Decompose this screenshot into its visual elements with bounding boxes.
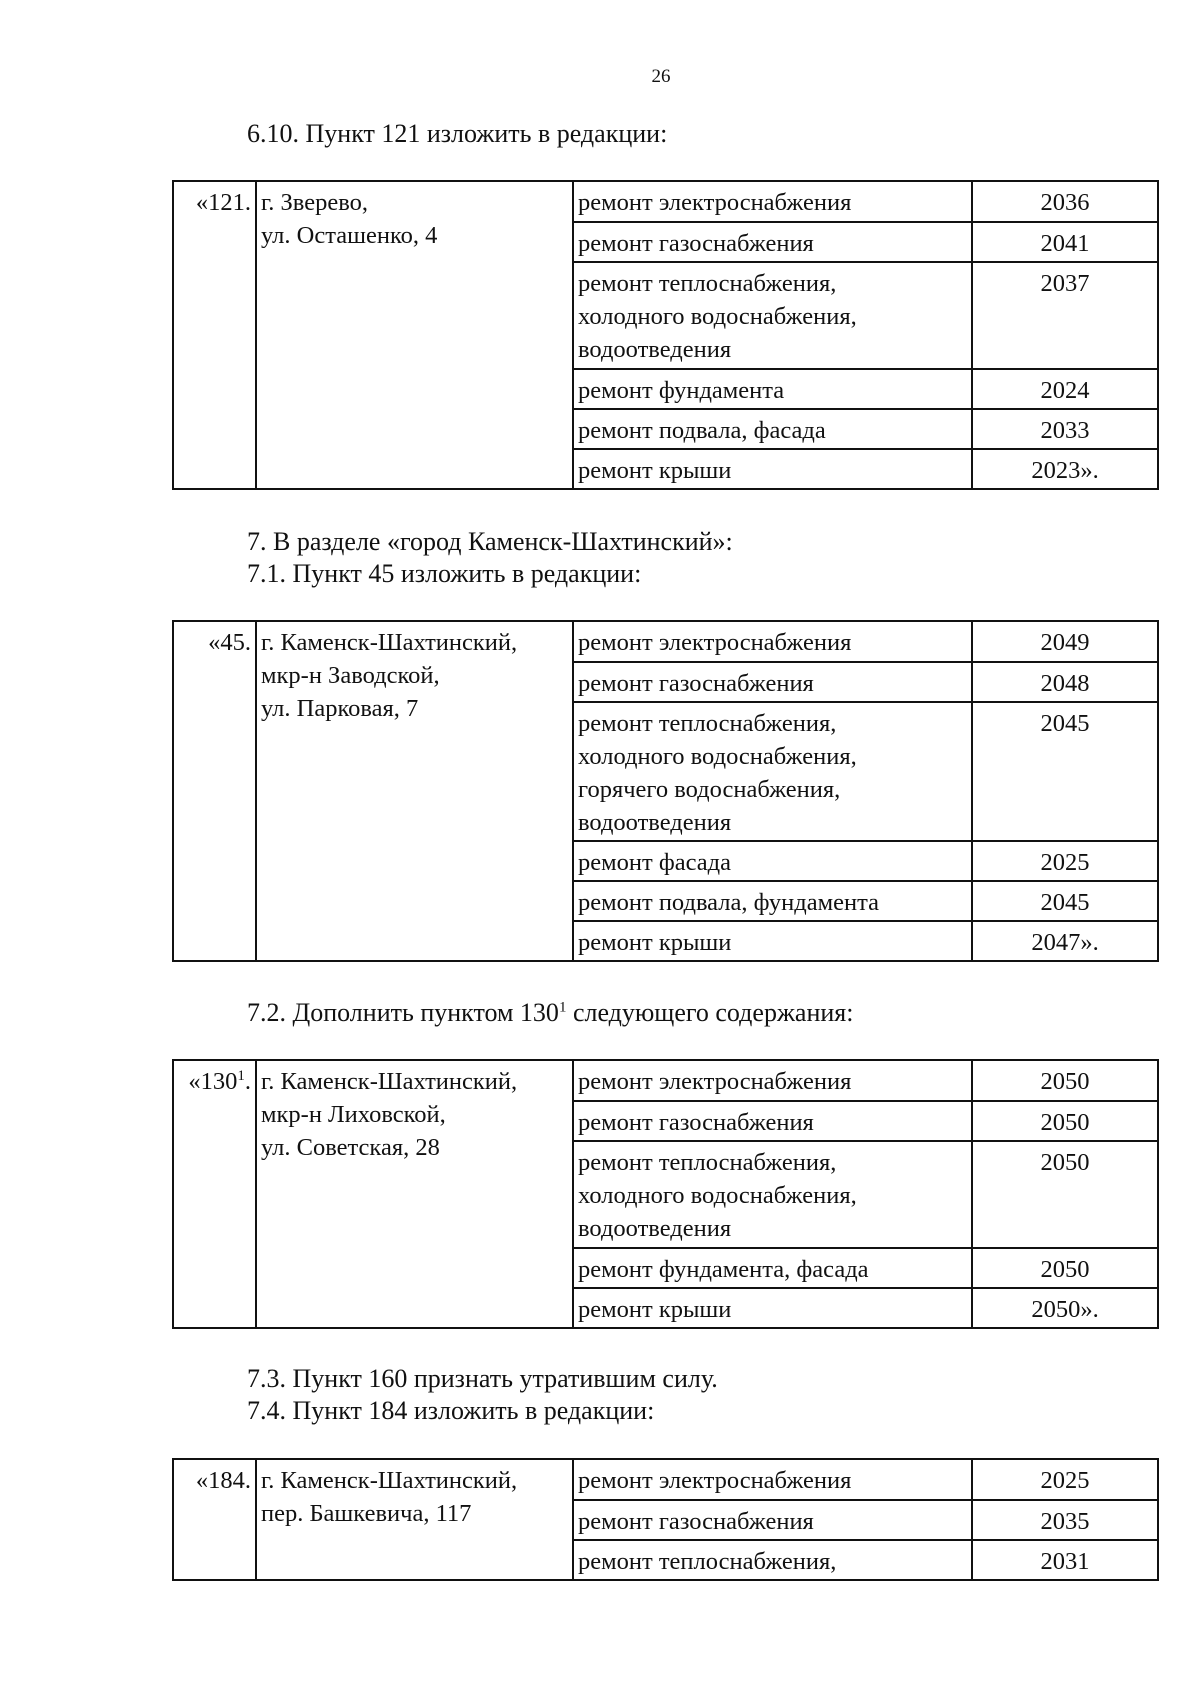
year-cell: 2048 xyxy=(972,662,1158,702)
year-cell: 2036 xyxy=(972,181,1158,222)
work-cell xyxy=(573,1540,972,1580)
work-line: холодного водоснабжения, xyxy=(578,743,857,770)
address-line: ул. Парковая, 7 xyxy=(261,695,419,722)
heading-7-4: 7.4. Пункт 184 изложить в редакции: xyxy=(247,1396,655,1425)
work-cell xyxy=(573,921,972,961)
work-cell xyxy=(573,662,972,702)
year-cell: 2050 xyxy=(972,1141,1158,1248)
superscript: 1 xyxy=(237,1067,245,1084)
item-number: «45. xyxy=(173,621,256,961)
heading-7-3: 7.3. Пункт 160 признать утратившим силу. xyxy=(247,1364,718,1393)
item-number: «121. xyxy=(173,181,256,489)
work-line: ремонт теплоснабжения, xyxy=(578,1149,837,1176)
work-cell xyxy=(573,369,972,409)
work-cell xyxy=(573,881,972,921)
year-cell: 2047». xyxy=(972,921,1158,961)
year-cell: 2024 xyxy=(972,369,1158,409)
item-address xyxy=(256,1060,573,1328)
work-line: ремонт электроснабжения xyxy=(578,629,852,656)
work-line: ремонт крыши xyxy=(578,457,732,484)
work-cell xyxy=(573,702,972,841)
heading-7-1: 7.1. Пункт 45 изложить в редакции: xyxy=(247,559,642,588)
address-line: мкр-н Лиховской, xyxy=(261,1101,446,1128)
year-cell: 2025 xyxy=(972,1459,1158,1500)
work-line: ремонт крыши xyxy=(578,1296,732,1323)
work-cell xyxy=(573,409,972,449)
work-line: ремонт теплоснабжения, xyxy=(578,270,837,297)
address-line: ул. Советская, 28 xyxy=(261,1134,440,1161)
item-address xyxy=(256,621,573,961)
year-cell: 2045 xyxy=(972,702,1158,841)
address-line: пер. Башкевича, 117 xyxy=(261,1500,472,1527)
table-item-130-1 xyxy=(172,1059,1159,1329)
year-cell: 2049 xyxy=(972,621,1158,662)
heading-6-10: 6.10. Пункт 121 изложить в редакции: xyxy=(247,119,668,148)
address-line: г. Каменск-Шахтинский, xyxy=(261,1467,518,1494)
work-line: ремонт газоснабжения xyxy=(578,670,814,697)
work-line: холодного водоснабжения, xyxy=(578,1182,857,1209)
work-cell xyxy=(573,841,972,881)
address-line: мкр-н Заводской, xyxy=(261,662,440,689)
work-line: ремонт теплоснабжения, xyxy=(578,710,837,737)
work-line: ремонт теплоснабжения, xyxy=(578,1548,837,1575)
work-line: ремонт подвала, фундамента xyxy=(578,889,879,916)
year-cell: 2050 xyxy=(972,1060,1158,1101)
work-cell xyxy=(573,1459,972,1500)
item-number-text: «130 xyxy=(188,1068,238,1095)
heading-7-2 xyxy=(247,997,853,1029)
year-cell: 2031 xyxy=(972,1540,1158,1580)
year-cell: 2023». xyxy=(972,449,1158,489)
address-line: ул. Осташенко, 4 xyxy=(261,222,438,249)
year-cell: 2045 xyxy=(972,881,1158,921)
year-cell: 2050 xyxy=(972,1248,1158,1288)
address-line: г. Зверево, xyxy=(261,189,369,216)
work-cell xyxy=(573,222,972,262)
work-line: водоотведения xyxy=(578,1215,732,1242)
work-cell xyxy=(573,1248,972,1288)
work-cell xyxy=(573,181,972,222)
year-cell: 2033 xyxy=(972,409,1158,449)
work-cell xyxy=(573,449,972,489)
work-line: ремонт газоснабжения xyxy=(578,1109,814,1136)
work-line: ремонт газоснабжения xyxy=(578,1508,814,1535)
work-line: ремонт фундамента, фасада xyxy=(578,1256,869,1283)
work-line: ремонт подвала, фасада xyxy=(578,417,826,444)
item-number: «184. xyxy=(173,1459,256,1580)
page-number: 26 xyxy=(651,66,671,87)
year-cell: 2037 xyxy=(972,262,1158,369)
year-cell: 2050». xyxy=(972,1288,1158,1328)
work-line: ремонт фундамента xyxy=(578,377,785,404)
work-cell xyxy=(573,1101,972,1141)
item-address xyxy=(256,181,573,489)
item-number xyxy=(173,1060,256,1328)
work-line: водоотведения xyxy=(578,336,732,363)
work-cell xyxy=(573,1500,972,1540)
work-cell xyxy=(573,1141,972,1248)
table-item-184 xyxy=(172,1458,1159,1581)
work-cell xyxy=(573,1288,972,1328)
item-address xyxy=(256,1459,573,1580)
heading-7: 7. В разделе «город Каменск-Шахтинский»: xyxy=(247,527,733,556)
work-line: водоотведения xyxy=(578,809,732,836)
item-number-text: . xyxy=(244,1068,251,1095)
work-line: ремонт электроснабжения xyxy=(578,189,852,216)
table-item-121 xyxy=(172,180,1159,490)
table-item-45 xyxy=(172,620,1159,962)
year-cell: 2035 xyxy=(972,1500,1158,1540)
work-line: ремонт крыши xyxy=(578,929,732,956)
heading-text: следующего содержания: xyxy=(566,998,854,1027)
work-cell xyxy=(573,1060,972,1101)
work-line: ремонт фасада xyxy=(578,849,731,876)
year-cell: 2050 xyxy=(972,1101,1158,1141)
heading-text: 7.2. Дополнить пунктом 130 xyxy=(247,998,559,1027)
work-line: ремонт электроснабжения xyxy=(578,1068,852,1095)
work-line: горячего водоснабжения, xyxy=(578,776,841,803)
work-cell xyxy=(573,262,972,369)
work-cell xyxy=(573,621,972,662)
address-line: г. Каменск-Шахтинский, xyxy=(261,1068,518,1095)
address-line: г. Каменск-Шахтинский, xyxy=(261,629,518,656)
year-cell: 2025 xyxy=(972,841,1158,881)
work-line: ремонт газоснабжения xyxy=(578,230,814,257)
year-cell: 2041 xyxy=(972,222,1158,262)
work-line: холодного водоснабжения, xyxy=(578,303,857,330)
superscript: 1 xyxy=(558,999,567,1016)
work-line: ремонт электроснабжения xyxy=(578,1467,852,1494)
